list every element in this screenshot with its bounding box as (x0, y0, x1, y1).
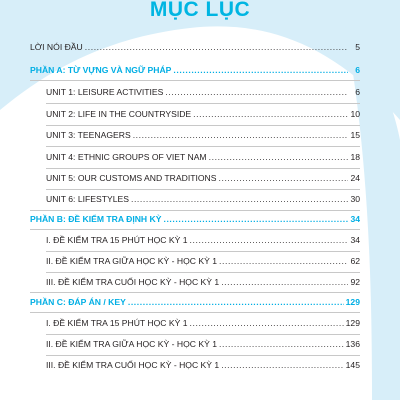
toc-entry-label: UNIT 6: LIFESTYLES (46, 194, 129, 204)
divider (30, 210, 360, 211)
page-title: MỤC LỤC (149, 0, 251, 21)
dot-leader (221, 360, 343, 370)
toc-section-part-b[interactable] (30, 214, 360, 230)
toc-entry-unit-2[interactable] (46, 109, 360, 125)
dot-leader (219, 339, 344, 349)
toc-section-label: PHẦN C: ĐÁP ÁN / KEY (30, 297, 126, 307)
toc-entry-page: 18 (350, 152, 360, 162)
toc-section-part-c[interactable] (30, 297, 360, 313)
dot-leader (131, 194, 348, 204)
dot-leader (133, 130, 348, 140)
toc-entry-page: 5 (355, 42, 360, 52)
toc-section-part-a[interactable] (30, 65, 360, 81)
toc-entry-label: II. ĐỀ KIỂM TRA GIỮA HỌC KỲ - HỌC KỲ 1 (46, 256, 217, 266)
divider (30, 292, 360, 293)
toc-entry-unit-1[interactable] (46, 87, 360, 103)
toc-entry-label: LỜI NÓI ĐẦU (30, 42, 83, 52)
toc-entry-c-3[interactable] (46, 360, 360, 376)
table-of-contents (30, 0, 360, 400)
toc-entry-page: 30 (350, 194, 360, 204)
toc-entry-c-1[interactable] (46, 318, 360, 334)
dot-leader (85, 42, 348, 52)
toc-entry-page: 34 (350, 235, 360, 245)
dot-leader (165, 87, 348, 97)
divider (46, 334, 360, 335)
toc-entry-preface[interactable] (30, 42, 360, 58)
toc-entry-b-1[interactable] (46, 235, 360, 251)
toc-entry-page: 92 (350, 277, 360, 287)
toc-section-page: 34 (350, 214, 360, 224)
toc-section-label: PHẦN A: TỪ VỰNG VÀ NGỮ PHÁP (30, 65, 172, 75)
divider (30, 312, 360, 313)
toc-section-page: 6 (355, 65, 360, 75)
dot-leader (128, 297, 344, 307)
toc-entry-label: I. ĐỀ KIỂM TRA 15 PHÚT HỌC KỲ 1 (46, 235, 188, 245)
dot-leader (190, 318, 344, 328)
toc-entry-label: I. ĐỀ KIỂM TRA 15 PHÚT HỌC KỲ 1 (46, 318, 188, 328)
toc-section-page: 129 (345, 297, 360, 307)
toc-entry-unit-5[interactable] (46, 173, 360, 189)
divider (46, 146, 360, 147)
toc-entry-b-3[interactable] (46, 277, 360, 293)
dot-leader (163, 214, 348, 224)
toc-entry-label: UNIT 4: ETHNIC GROUPS OF VIET NAM (46, 152, 207, 162)
divider (46, 251, 360, 252)
toc-entry-page: 129 (345, 318, 360, 328)
divider (46, 103, 360, 104)
toc-entry-label: UNIT 5: OUR CUSTOMS AND TRADITIONS (46, 173, 217, 183)
toc-entry-b-2[interactable] (46, 256, 360, 272)
toc-entry-page: 145 (345, 360, 360, 370)
dot-leader (219, 256, 348, 266)
toc-section-label: PHẦN B: ĐỀ KIỂM TRA ĐỊNH KỲ (30, 214, 162, 224)
dot-leader (209, 152, 348, 162)
toc-entry-page: 136 (345, 339, 360, 349)
dot-leader (190, 235, 348, 245)
divider (46, 272, 360, 273)
toc-entry-page: 24 (350, 173, 360, 183)
toc-entry-page: 6 (355, 87, 360, 97)
toc-entry-unit-4[interactable] (46, 152, 360, 168)
divider (30, 229, 360, 230)
toc-entry-label: II. ĐỀ KIỂM TRA GIỮA HỌC KỲ - HỌC KỲ 1 (46, 339, 217, 349)
dot-leader (221, 277, 348, 287)
dot-leader (193, 109, 348, 119)
dot-leader (173, 65, 348, 75)
divider (46, 125, 360, 126)
toc-entry-label: UNIT 2: LIFE IN THE COUNTRYSIDE (46, 109, 192, 119)
divider (46, 189, 360, 190)
divider (46, 355, 360, 356)
toc-entry-label: UNIT 1: LEISURE ACTIVITIES (46, 87, 164, 97)
toc-entry-unit-6[interactable] (46, 194, 360, 210)
toc-entry-label: III. ĐỀ KIỂM TRA CUỐI HỌC KỲ - HỌC KỲ 1 (46, 360, 220, 370)
toc-entry-c-2[interactable] (46, 339, 360, 355)
divider (30, 80, 360, 81)
toc-entry-label: III. ĐỀ KIỂM TRA CUỐI HỌC KỲ - HỌC KỲ 1 (46, 277, 220, 287)
divider (46, 168, 360, 169)
toc-entry-page: 10 (350, 109, 360, 119)
toc-entry-page: 15 (350, 130, 360, 140)
dot-leader (218, 173, 348, 183)
toc-entry-label: UNIT 3: TEENAGERS (46, 130, 131, 140)
toc-entry-page: 62 (350, 256, 360, 266)
toc-entry-unit-3[interactable] (46, 130, 360, 146)
